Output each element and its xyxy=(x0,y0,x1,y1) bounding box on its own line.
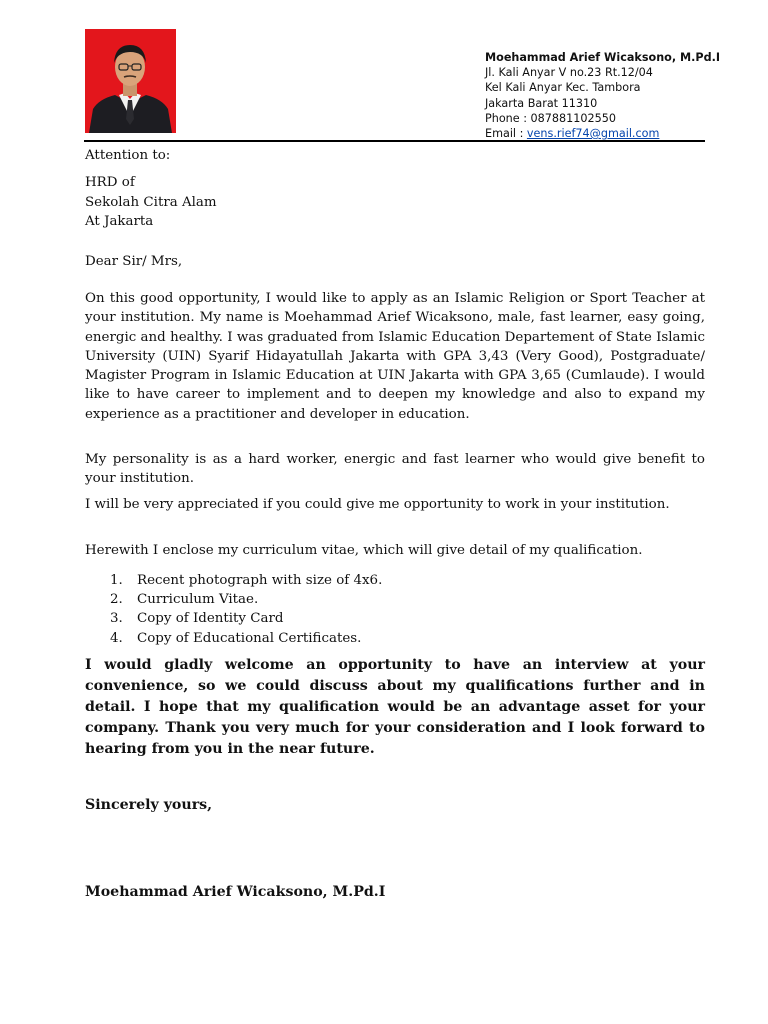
body-paragraph-3: I will be very appreciated if you could give me opportunity to work in your institution. xyxy=(85,497,670,512)
attention-label: Attention to: xyxy=(85,148,171,163)
enclosure-list xyxy=(110,571,382,648)
email-line xyxy=(485,126,725,141)
signoff: Sincerely yours, xyxy=(85,797,213,813)
salutation: Dear Sir/ Mrs, xyxy=(85,254,183,269)
applicant-photo xyxy=(85,29,176,133)
list-item: 1. Recent photograph with size of 4x6. xyxy=(110,573,383,588)
list-item: 2. Curriculum Vitae. xyxy=(110,592,259,608)
sender-name: Moehammad Arief Wicaksono, M.Pd.I xyxy=(485,51,720,64)
list-item: 4. Copy of Educational Certificates. xyxy=(110,630,362,646)
list-item: 3. Copy of Identity Card xyxy=(110,611,284,627)
body-paragraph-4: Herewith I enclose my curriculum vitae, which will give detail of my qualification. xyxy=(85,543,643,558)
body-paragraph-2: My personality is as a hard worker, energic and fast learner who would give benefit to your institution. xyxy=(85,452,705,487)
body-paragraph-1: On this good opportunity, I would like to apply as an Islamic Religion or Sport Teacher at your institution. My name is Moehammad Arief Wicaksono, male, fast learner, easy going, energic and healthy. I was graduated from Islamic Education Departement of State Islamic University (UIN) Syarif Hidayatullah Jakarta with GPA 3,43 (Very Good), Postgraduate/ Magister Program in Islamic Education at UIN Jakarta with GPA 3,65 (Cumlaude). I would like to have career to implement and to deepen my knowledge and also to expand my experience as a practitioner and developer in education. xyxy=(85,291,705,422)
address-line-2: Kel Kali Anyar Kec. Tambora xyxy=(485,81,641,95)
address-line-3: Jakarta Barat 11310 xyxy=(485,96,598,110)
email-label: Email : xyxy=(485,127,527,141)
address-line-1: Jl. Kali Anyar V no.23 Rt.12/04 xyxy=(485,66,653,80)
header-divider xyxy=(84,140,705,142)
recipient-line-3: At Jakarta xyxy=(85,214,154,229)
recipient-line-2: Sekolah Citra Alam xyxy=(85,195,217,210)
phone-number: Phone : 087881102550 xyxy=(485,111,616,125)
email-link[interactable]: vens.rief74@gmail.com xyxy=(526,127,660,141)
recipient-line-1: HRD of xyxy=(85,175,135,190)
closing-paragraph: I would gladly welcome an opportunity to have an interview at your convenience, so we could discuss about my qualifications further and in detail. I hope that my qualification would be an advantage asset for your company. Thank you very much for your consideration and I look forward to hearing from you in the near future. xyxy=(85,657,705,757)
signature-name: Moehammad Arief Wicaksono, M.Pd.I xyxy=(85,884,386,900)
contact-block xyxy=(485,50,725,141)
